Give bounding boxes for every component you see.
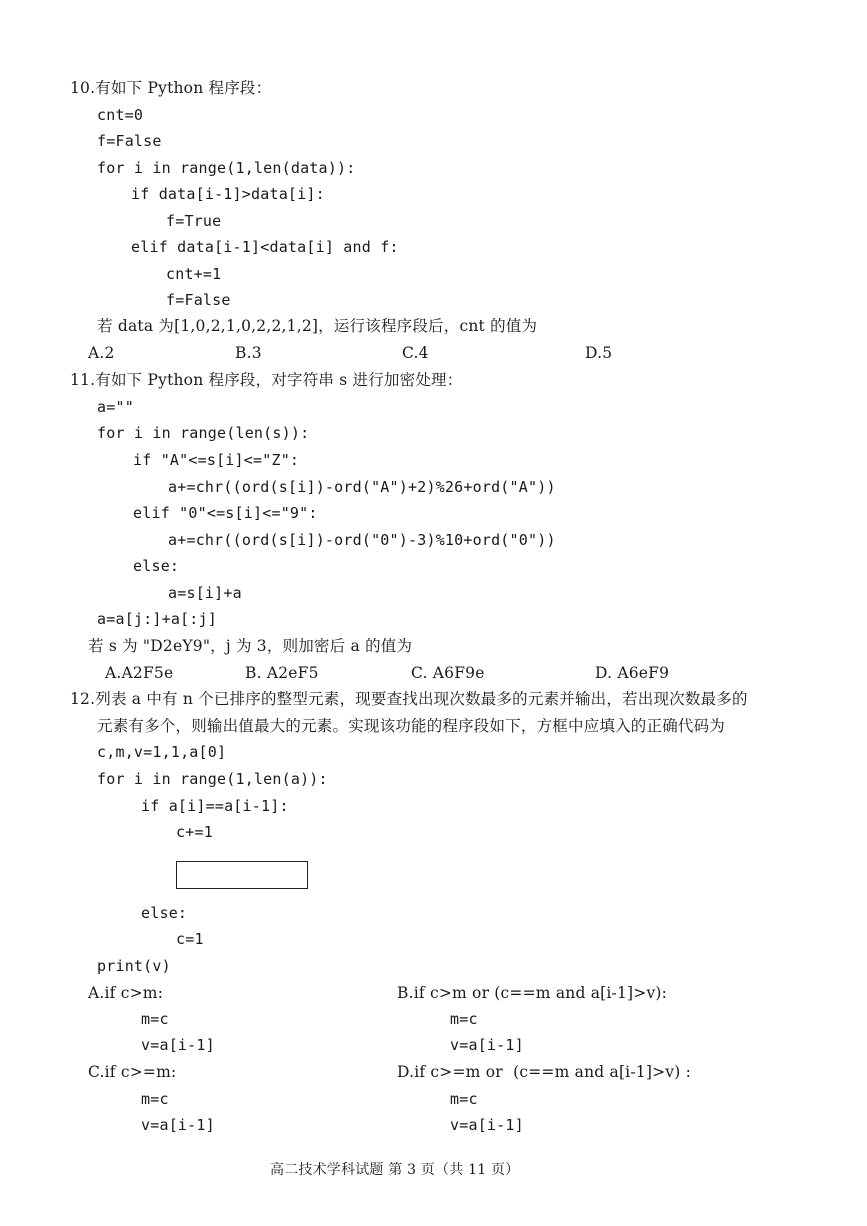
q12-option-b-line: m=c [450, 1010, 478, 1028]
q11-code-line: if "A"<=s[i]<="Z": [133, 451, 300, 469]
q11-question: 若 s 为 "D2eY9"，j 为 3，则加密后 a 的值为 [88, 637, 413, 655]
q10-title: 10.有如下 Python 程序段： [70, 79, 272, 97]
q10-code-line: f=False [166, 291, 231, 309]
q11-option-b: B. A2eF5 [245, 664, 319, 682]
q12-code-line: if a[i]==a[i-1]: [141, 797, 289, 815]
q11-code-line: for i in range(len(s)): [97, 424, 310, 442]
q10-code-line: cnt=0 [97, 106, 144, 124]
q10-option-d: D.5 [585, 344, 613, 362]
q12-code-line: else: [141, 904, 188, 922]
q12-code-line: c=1 [176, 930, 204, 948]
q11-code-line: elif "0"<=s[i]<="9": [133, 504, 318, 522]
q11-option-c: C. A6F9e [411, 664, 485, 682]
q10-code-line: cnt+=1 [166, 265, 222, 283]
q12-option-a-line: m=c [141, 1010, 169, 1028]
q12-option-b: B.if c>m or (c==m and a[i-1]>v): [397, 984, 668, 1002]
q10-code-line: if data[i-1]>data[i]: [131, 185, 325, 203]
q10-code-line: f=True [166, 212, 222, 230]
q12-option-c-line: v=a[i-1] [141, 1116, 215, 1134]
page-footer: 高二技术学科试题 第 3 页（共 11 页） [270, 1162, 520, 1178]
q12-title-line2: 元素有多个，则输出值最大的元素。实现该功能的程序段如下，方框中应填入的正确代码为 [97, 717, 726, 735]
q11-code-line: a+=chr((ord(s[i])-ord("0")-3)%10+ord("0")) [168, 531, 556, 549]
q10-question: 若 data 为[1,0,2,1,0,2,2,1,2]，运行该程序段后，cnt 的值为 [97, 317, 538, 335]
q10-code-line: f=False [97, 132, 162, 150]
q10-code-line: for i in range(1,len(data)): [97, 159, 356, 177]
q12-option-a: A.if c>m: [88, 984, 164, 1002]
q11-option-a: A.A2F5e [105, 664, 174, 682]
q10-option-b: B.3 [235, 344, 262, 362]
q12-option-a-line: v=a[i-1] [141, 1036, 215, 1054]
q11-code-line: a=s[i]+a [168, 584, 242, 602]
q10-code-line: elif data[i-1]<data[i] and f: [131, 238, 399, 256]
q11-code-line: else: [133, 557, 180, 575]
q12-code-line: c,m,v=1,1,a[0] [97, 743, 227, 761]
q12-option-d-line: v=a[i-1] [450, 1116, 524, 1134]
q12-option-b-line: v=a[i-1] [450, 1036, 524, 1054]
q12-code-line: print(v) [97, 957, 171, 975]
q11-code-line: a=a[j:]+a[:j] [97, 610, 217, 628]
q12-option-c: C.if c>=m: [88, 1063, 177, 1081]
answer-blank-box [176, 861, 308, 889]
q12-option-d: D.if c>=m or (c==m and a[i-1]>v) : [397, 1063, 692, 1081]
q12-option-d-line: m=c [450, 1090, 478, 1108]
q12-code-line: c+=1 [176, 823, 213, 841]
q11-title: 11.有如下 Python 程序段，对字符串 s 进行加密处理： [70, 371, 463, 389]
q11-option-d: D. A6eF9 [595, 664, 670, 682]
q10-option-a: A.2 [88, 344, 115, 362]
q11-code-line: a+=chr((ord(s[i])-ord("A")+2)%26+ord("A")) [168, 478, 556, 496]
q12-title-line1: 12.列表 a 中有 n 个已排序的整型元素，现要查找出现次数最多的元素并输出，若出现次数最多的 [70, 690, 748, 708]
q11-code-line: a="" [97, 398, 134, 416]
q12-code-line: for i in range(1,len(a)): [97, 770, 328, 788]
q10-option-c: C.4 [402, 344, 429, 362]
q12-option-c-line: m=c [141, 1090, 169, 1108]
